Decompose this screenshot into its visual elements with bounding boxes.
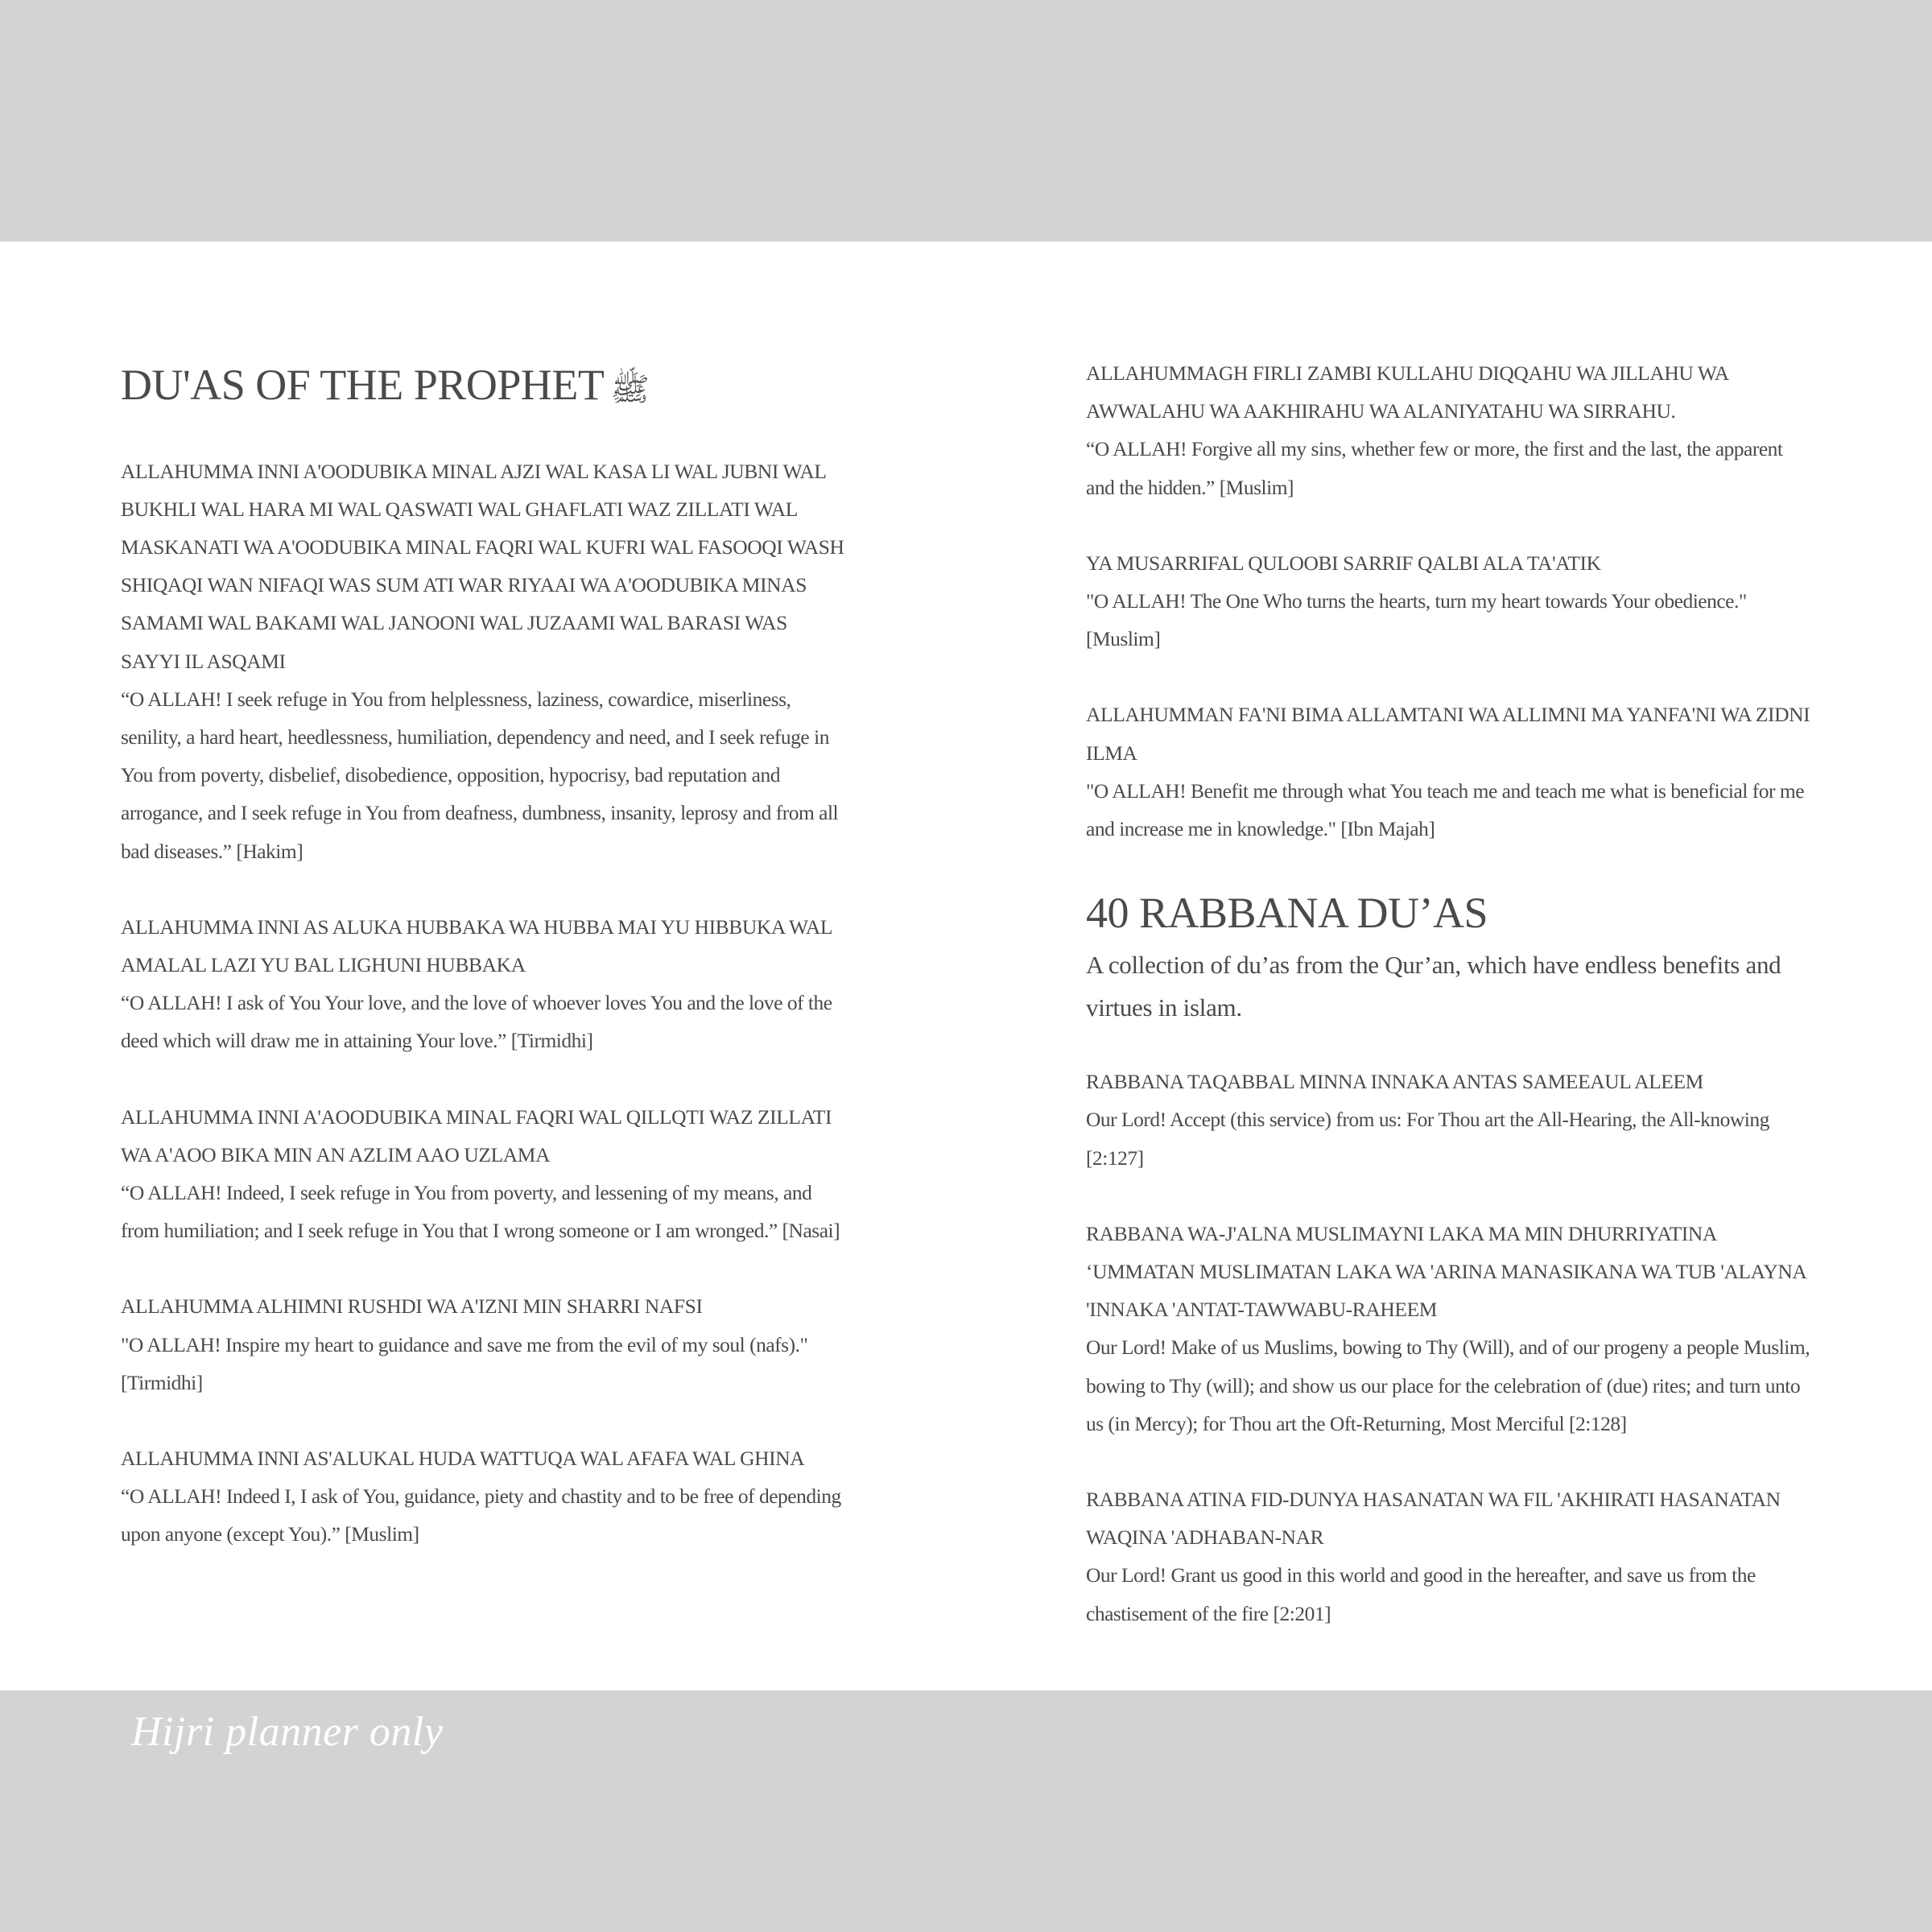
- dua-translation: “O ALLAH! Forgive all my sins, whether few or more, the first and the last, the apparent and the hidden.” [Muslim]: [1086, 437, 1783, 499]
- dua-block: [121, 908, 845, 1060]
- dua-transliteration: YA MUSARRIFAL QULOOBI SARRIF QALBI ALA TA'ATIK: [1086, 551, 1601, 575]
- dua-transliteration: RABBANA TAQABBAL MINNA INNAKA ANTAS SAMEEAUL ALEEM: [1086, 1070, 1703, 1094]
- dua-block: [121, 452, 845, 870]
- footer-watermark: Hijri planner only: [131, 1709, 444, 1755]
- dua-translation: "O ALLAH! Benefit me through what You teach me and teach me what is beneficial for me and increase me in knowledge." [Ibn Majah]: [1086, 778, 1805, 841]
- dua-transliteration: ALLAHUMMA INNI A'OODUBIKA MINAL AJZI WAL KASA LI WAL JUBNI WAL BUKHLI WAL HARA MI WAL QASWATI WAL GHAFLATI WAZ ZILLATI WAL MASKANATI WA A'OODUBIKA MINAL FAQRI WAL KUFRI WAL FASOOQI WASH SHIQAQI WAN NIFAQI WAS SUM ATI WAR RIYAAI WA A'OODUBIKA MINAS SAMAMI WAL BAKAMI WAL JANOONI WAL JUZAAMI WAL BARASI WAS SAYYI IL ASQAMI: [121, 459, 844, 673]
- dua-transliteration: ALLAHUMMA INNI A'AOODUBIKA MINAL FAQRI WAL QILLQTI WAZ ZILLATI WA A'AOO BIKA MIN AN AZLIM AAO UZLAMA: [121, 1104, 832, 1166]
- rabbana-dua-block: [1086, 1063, 1810, 1177]
- dua-transliteration: ALLAHUMMA ALHIMNI RUSHDI WA A'IZNI MIN SHARRI NAFSI: [121, 1294, 703, 1319]
- dua-translation: “O ALLAH! I seek refuge in You from helplessness, laziness, cowardice, miserliness, senility, a hard heart, heedlessness, humiliation, dependency and need, and I seek refuge in You from poverty, disbelief, disobedience, opposition, hypocrisy, bad reputation and arrogance, and I seek refuge in You from deafness, dumbness, insanity, leprosy and from all bad diseases.” [Hakim]: [121, 687, 839, 863]
- title-text: DU'AS OF THE PROPHET: [121, 361, 605, 409]
- dua-block: [121, 1098, 845, 1250]
- right-column: [1086, 354, 1810, 1670]
- dua-transliteration: ALLAHUMMAGH FIRLI ZAMBI KULLAHU DIQQAHU WA JILLAHU WA AWWALAHU WA AAKHIRAHU WA ALANIYATAHU WA SIRRAHU.: [1086, 361, 1728, 423]
- dua-translation: "O ALLAH! The One Who turns the hearts, turn my heart towards Your obedience." [Muslim]: [1086, 589, 1747, 651]
- dua-block: [1086, 354, 1810, 506]
- dua-translation: "O ALLAH! Inspire my heart to guidance and save me from the evil of my soul (nafs)." [Tirmidhi]: [121, 1332, 808, 1394]
- dua-translation: “O ALLAH! Indeed I, I ask of You, guidance, piety and chastity and to be free of depending upon anyone (except You).” [Muslim]: [121, 1484, 841, 1546]
- section-title-rabbana-duas: 40 RABBANA DU’AS: [1086, 889, 1488, 938]
- rabbana-dua-block: [1086, 1480, 1810, 1633]
- dua-translation: “O ALLAH! Indeed, I seek refuge in You from poverty, and lessening of my means, and from humiliation; and I seek refuge in You that I wrong someone or I am wronged.” [Nasai]: [121, 1181, 840, 1243]
- dua-translation: Our Lord! Make of us Muslims, bowing to Thy (Will), and of our progeny a people Muslim, bowing to Thy (will); and show us our place for the celebration of (due) rites; and turn unto us (in Mercy); for Thou art the Oft-Returning, Most Merciful [2:128]: [1086, 1335, 1810, 1435]
- dua-block: [1086, 696, 1810, 848]
- section-title-duas-of-the-prophet: [121, 357, 845, 417]
- dua-transliteration: RABBANA ATINA FID-DUNYA HASANATAN WA FIL 'AKHIRATI HASANATAN WAQINA 'ADHABAN-NAR: [1086, 1488, 1781, 1550]
- top-band: [0, 0, 1932, 242]
- dua-block: [121, 1287, 845, 1402]
- dua-translation: Our Lord! Accept (this service) from us: For Thou art the All-Hearing, the All-knowing [2:127]: [1086, 1108, 1769, 1170]
- dua-translation: Our Lord! Grant us good in this world and good in the hereafter, and save us from the chastisement of the fire [2:201]: [1086, 1563, 1756, 1625]
- rabbana-dua-block: [1086, 1215, 1810, 1443]
- dua-transliteration: ALLAHUMMAN FA'NI BIMA ALLAMTANI WA ALLIMNI MA YANFA'NI WA ZIDNI ILMA: [1086, 703, 1810, 765]
- dua-translation: “O ALLAH! I ask of You Your love, and the love of whoever loves You and the love of the deed which will draw me in attaining Your love.” [Tirmidhi]: [121, 991, 832, 1053]
- dua-transliteration: ALLAHUMMA INNI AS'ALUKAL HUDA WATTUQA WAL AFAFA WAL GHINA: [121, 1447, 805, 1471]
- rabbana-intro: A collection of du’as from the Qur’an, which have endless benefits and virtues in islam.: [1086, 951, 1781, 1022]
- dua-block: [121, 1439, 845, 1554]
- dua-transliteration: ALLAHUMMA INNI AS ALUKA HUBBAKA WA HUBBA MAI YU HIBBUKA WAL AMALAL LAZI YU BAL LIGHUNI HUBBAKA: [121, 914, 832, 977]
- dua-block: [1086, 544, 1810, 658]
- dua-transliteration: RABBANA WA-J'ALNA MUSLIMAYNI LAKA MA MIN DHURRIYATINA ‘UMMATAN MUSLIMATAN LAKA WA 'ARINA MANASIKANA WA TUB 'ALAYNA 'INNAKA 'ANTAT-TAWWABU-RAHEEM: [1086, 1221, 1806, 1322]
- honorific-symbol: ﷺ: [610, 370, 650, 407]
- left-column: [121, 357, 845, 1591]
